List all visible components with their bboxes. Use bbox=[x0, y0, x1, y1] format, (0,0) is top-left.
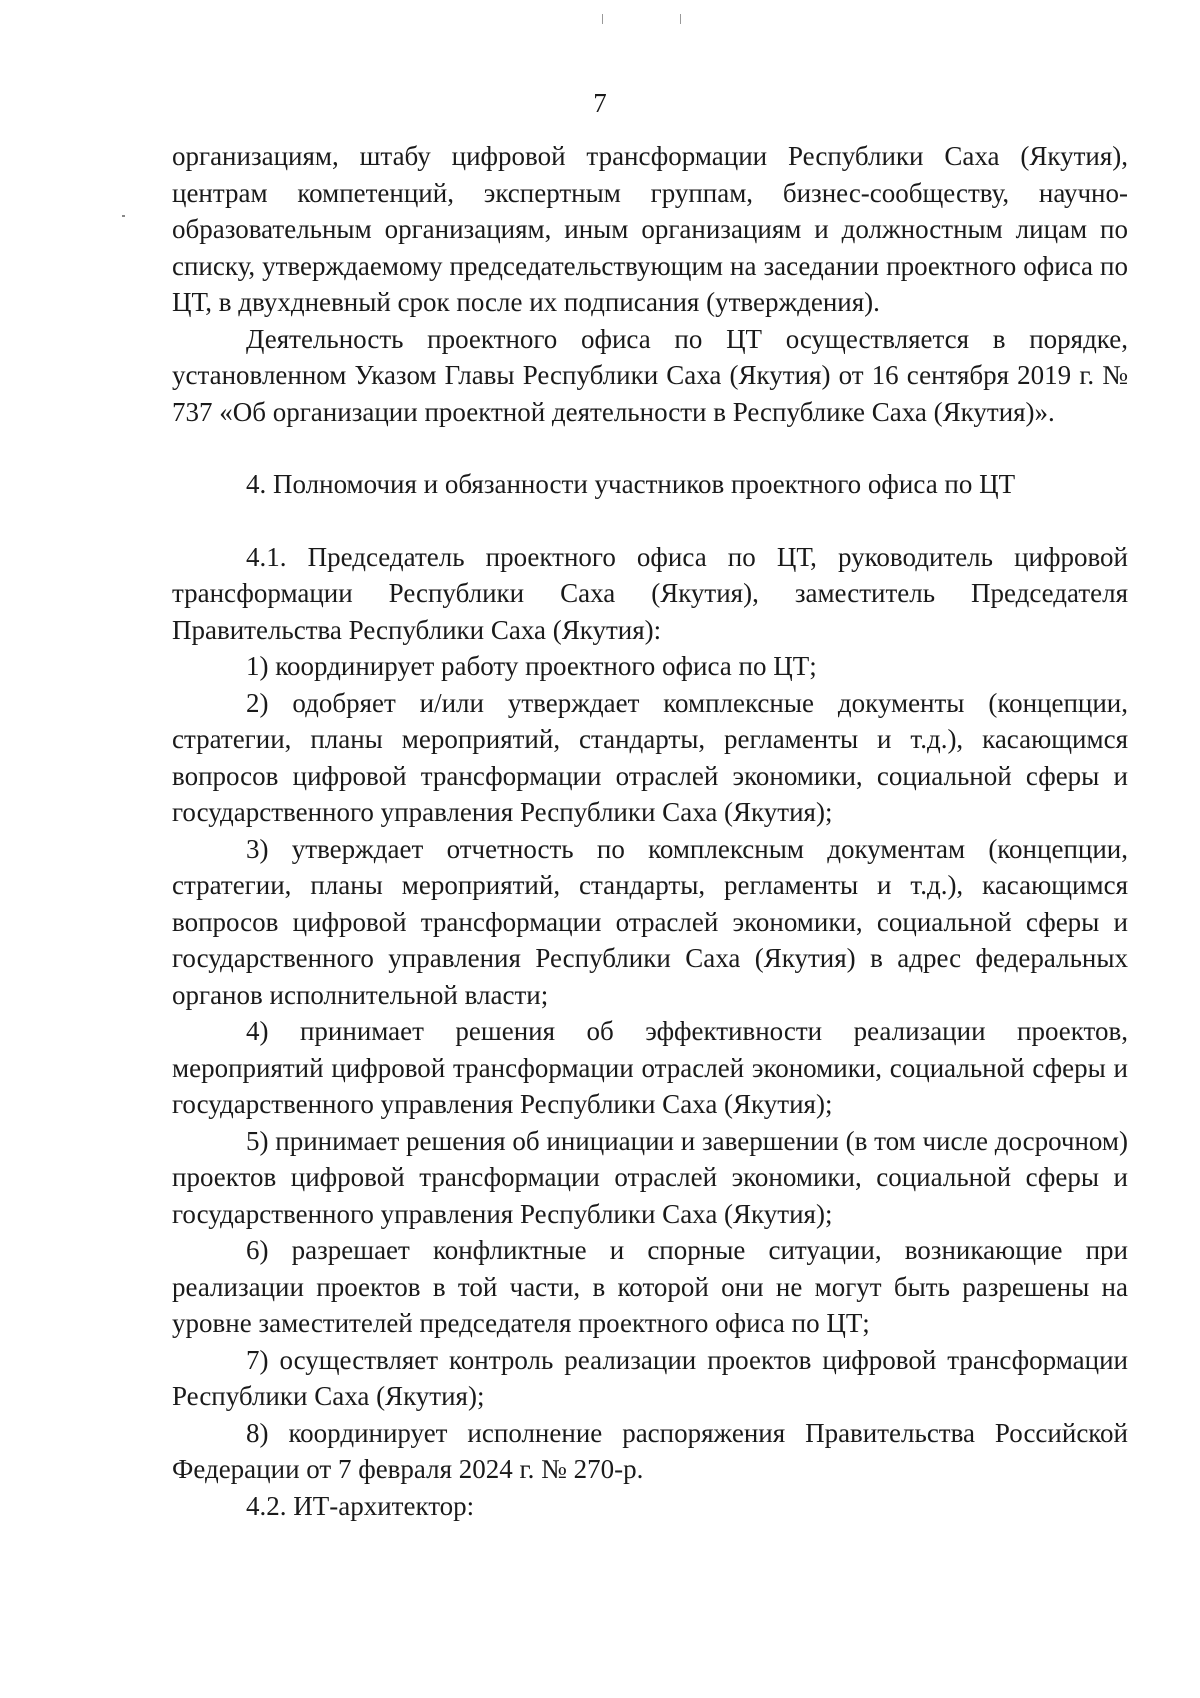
paragraph: организациям, штабу цифровой трансформации Республики Саха (Якутия), центрам компетенций, экспертным группам, бизнес-сообществу, научно-образовательным организациям, иным организациям и должностным лицам по списку, утверждаемому председательствующим на заседании проектного офиса по ЦТ, в двухдневный срок после их подписания (утверждения). bbox=[172, 141, 1128, 317]
paragraph: Деятельность проектного офиса по ЦТ осуществляется в порядке, установленном Указом Главы Республики Саха (Якутия) от 16 сентября 2019 г. № 737 «Об организации проектной деятельности в Республике Саха (Якутия)». bbox=[172, 323, 1128, 427]
scan-artifact bbox=[680, 14, 681, 24]
document-body bbox=[172, 138, 1128, 1524]
page-number: 7 bbox=[593, 88, 607, 118]
list-item: 2) одобряет и/или утверждает комплексные документы (концепции, стратегии, планы мероприятий, стандарты, регламенты и т.д.), касающимся вопросов цифровой трансформации отраслей экономики, социальной сферы и государственного управления Республики Саха (Якутия); bbox=[172, 687, 1128, 827]
list-item: 3) утверждает отчетность по комплексным документам (концепции, стратегии, планы мероприятий, стандарты, регламенты и т.д.), касающимся вопросов цифровой трансформации отраслей экономики, социальной сферы и государственного управления Республики Саха (Якутия) в адрес федеральных органов исполнительной власти; bbox=[172, 833, 1128, 1010]
list-item: 5) принимает решения об инициации и завершении (в том числе досрочном) проектов цифровой трансформации отраслей экономики, социальной сферы и государственного управления Республики Саха (Якутия); bbox=[172, 1125, 1128, 1229]
paragraph: 4.2. ИТ-архитектор: bbox=[246, 1490, 475, 1521]
list-item: 1) координирует работу проектного офиса по ЦТ; bbox=[246, 651, 817, 681]
scan-artifact bbox=[122, 215, 125, 217]
list-item: 8) координирует исполнение распоряжения Правительства Российской Федерации от 7 февраля 2024 г. № 270-р. bbox=[172, 1417, 1128, 1484]
list-item: 6) разрешает конфликтные и спорные ситуации, возникающие при реализации проектов в той части, в которой они не могут быть разрешены на уровне заместителей председателя проектного офиса по ЦТ; bbox=[172, 1235, 1128, 1338]
list-item: 4) принимает решения об эффективности реализации проектов, мероприятий цифровой трансформации отраслей экономики, социальной сферы и государственного управления Республики Саха (Якутия); bbox=[172, 1016, 1128, 1119]
section-heading: 4. Полномочия и обязанности участников проектного офиса по ЦТ bbox=[246, 469, 1016, 499]
scan-artifact bbox=[602, 14, 603, 24]
list-item: 7) осуществляет контроль реализации проектов цифровой трансформации Республики Саха (Якутия); bbox=[172, 1344, 1128, 1411]
paragraph: 4.1. Председатель проектного офиса по ЦТ, руководитель цифровой трансформации Республики Саха (Якутия), заместитель Председателя Правительства Республики Саха (Якутия): bbox=[172, 541, 1128, 645]
